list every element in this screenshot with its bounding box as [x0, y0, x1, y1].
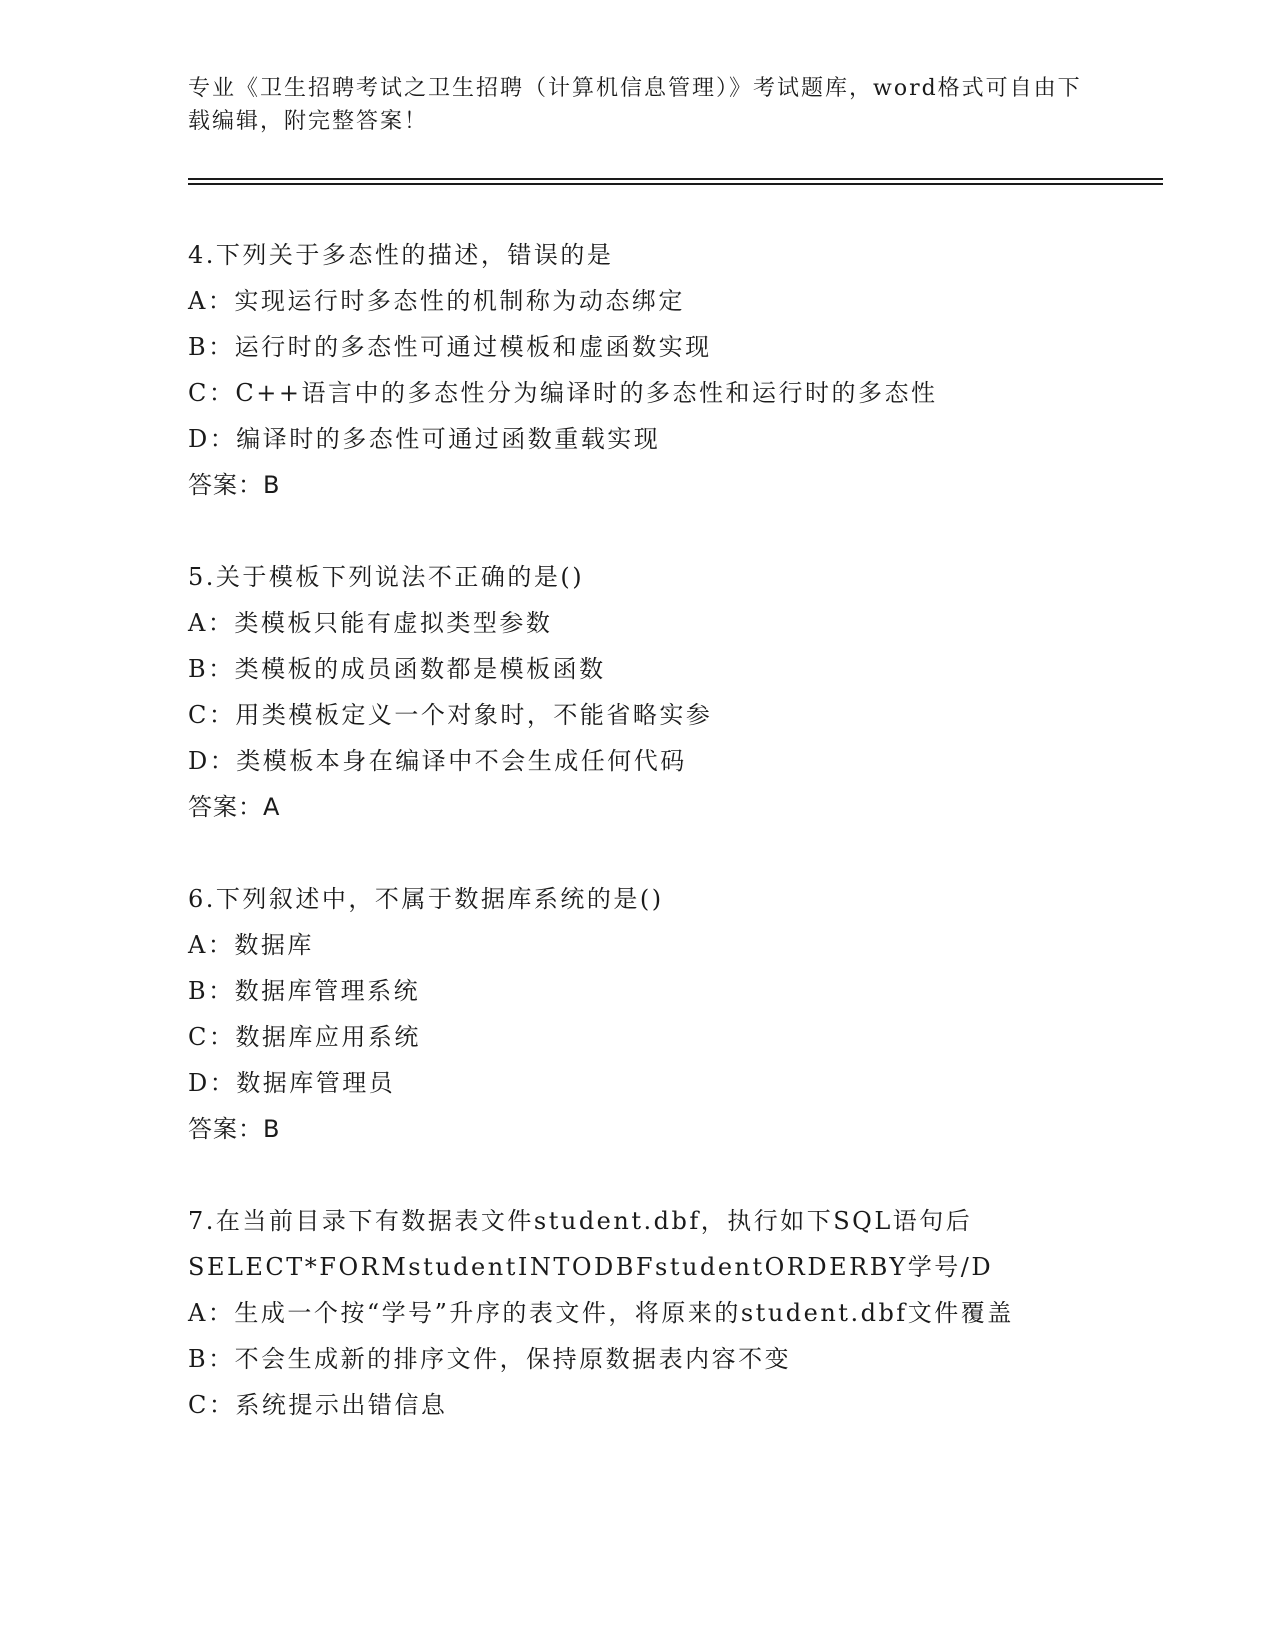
option-c: C：系统提示出错信息	[188, 1391, 448, 1419]
question-4	[188, 232, 1108, 508]
option-b: B：不会生成新的排序文件，保持原数据表内容不变	[188, 1345, 792, 1373]
option-a: A：数据库	[188, 931, 314, 959]
header-divider-bottom	[188, 183, 1163, 185]
question-5	[188, 554, 1108, 830]
question-stem-sql: SELECT*FORMstudentINTODBFstudentORDERBY学号/D	[188, 1253, 994, 1281]
option-c: C：C++语言中的多态性分为编译时的多态性和运行时的多态性	[188, 379, 938, 407]
option-a: A：类模板只能有虚拟类型参数	[188, 609, 553, 637]
option-a: A：生成一个按“学号”升序的表文件，将原来的student.dbf文件覆盖	[188, 1299, 1014, 1327]
answer-text: 答案：A	[188, 793, 281, 821]
answer-text: 答案：B	[188, 471, 281, 499]
question-stem: 6.下列叙述中，不属于数据库系统的是()	[188, 885, 664, 913]
option-d: D：数据库管理员	[188, 1069, 396, 1097]
question-stem: 5.关于模板下列说法不正确的是()	[188, 563, 585, 591]
option-d: D：类模板本身在编译中不会生成任何代码	[188, 747, 687, 775]
question-6	[188, 876, 1108, 1152]
question-stem: 7.在当前目录下有数据表文件student.dbf，执行如下SQL语句后	[188, 1207, 973, 1235]
header-divider-top	[188, 178, 1163, 180]
question-7	[188, 1198, 1108, 1428]
option-b: B：类模板的成员函数都是模板函数	[188, 655, 606, 683]
option-b: B：运行时的多态性可通过模板和虚函数实现	[188, 333, 712, 361]
option-b: B：数据库管理系统	[188, 977, 421, 1005]
document-header: 专业《卫生招聘考试之卫生招聘（计算机信息管理）》考试题库，word格式可自由下载编辑，附完整答案！	[188, 76, 1082, 134]
question-stem: 4.下列关于多态性的描述，错误的是	[188, 241, 614, 269]
answer-text: 答案：B	[188, 1115, 281, 1143]
option-d: D：编译时的多态性可通过函数重载实现	[188, 425, 661, 453]
option-a: A：实现运行时多态性的机制称为动态绑定	[188, 287, 685, 315]
option-c: C：数据库应用系统	[188, 1023, 421, 1051]
option-c: C：用类模板定义一个对象时，不能省略实参	[188, 701, 713, 729]
